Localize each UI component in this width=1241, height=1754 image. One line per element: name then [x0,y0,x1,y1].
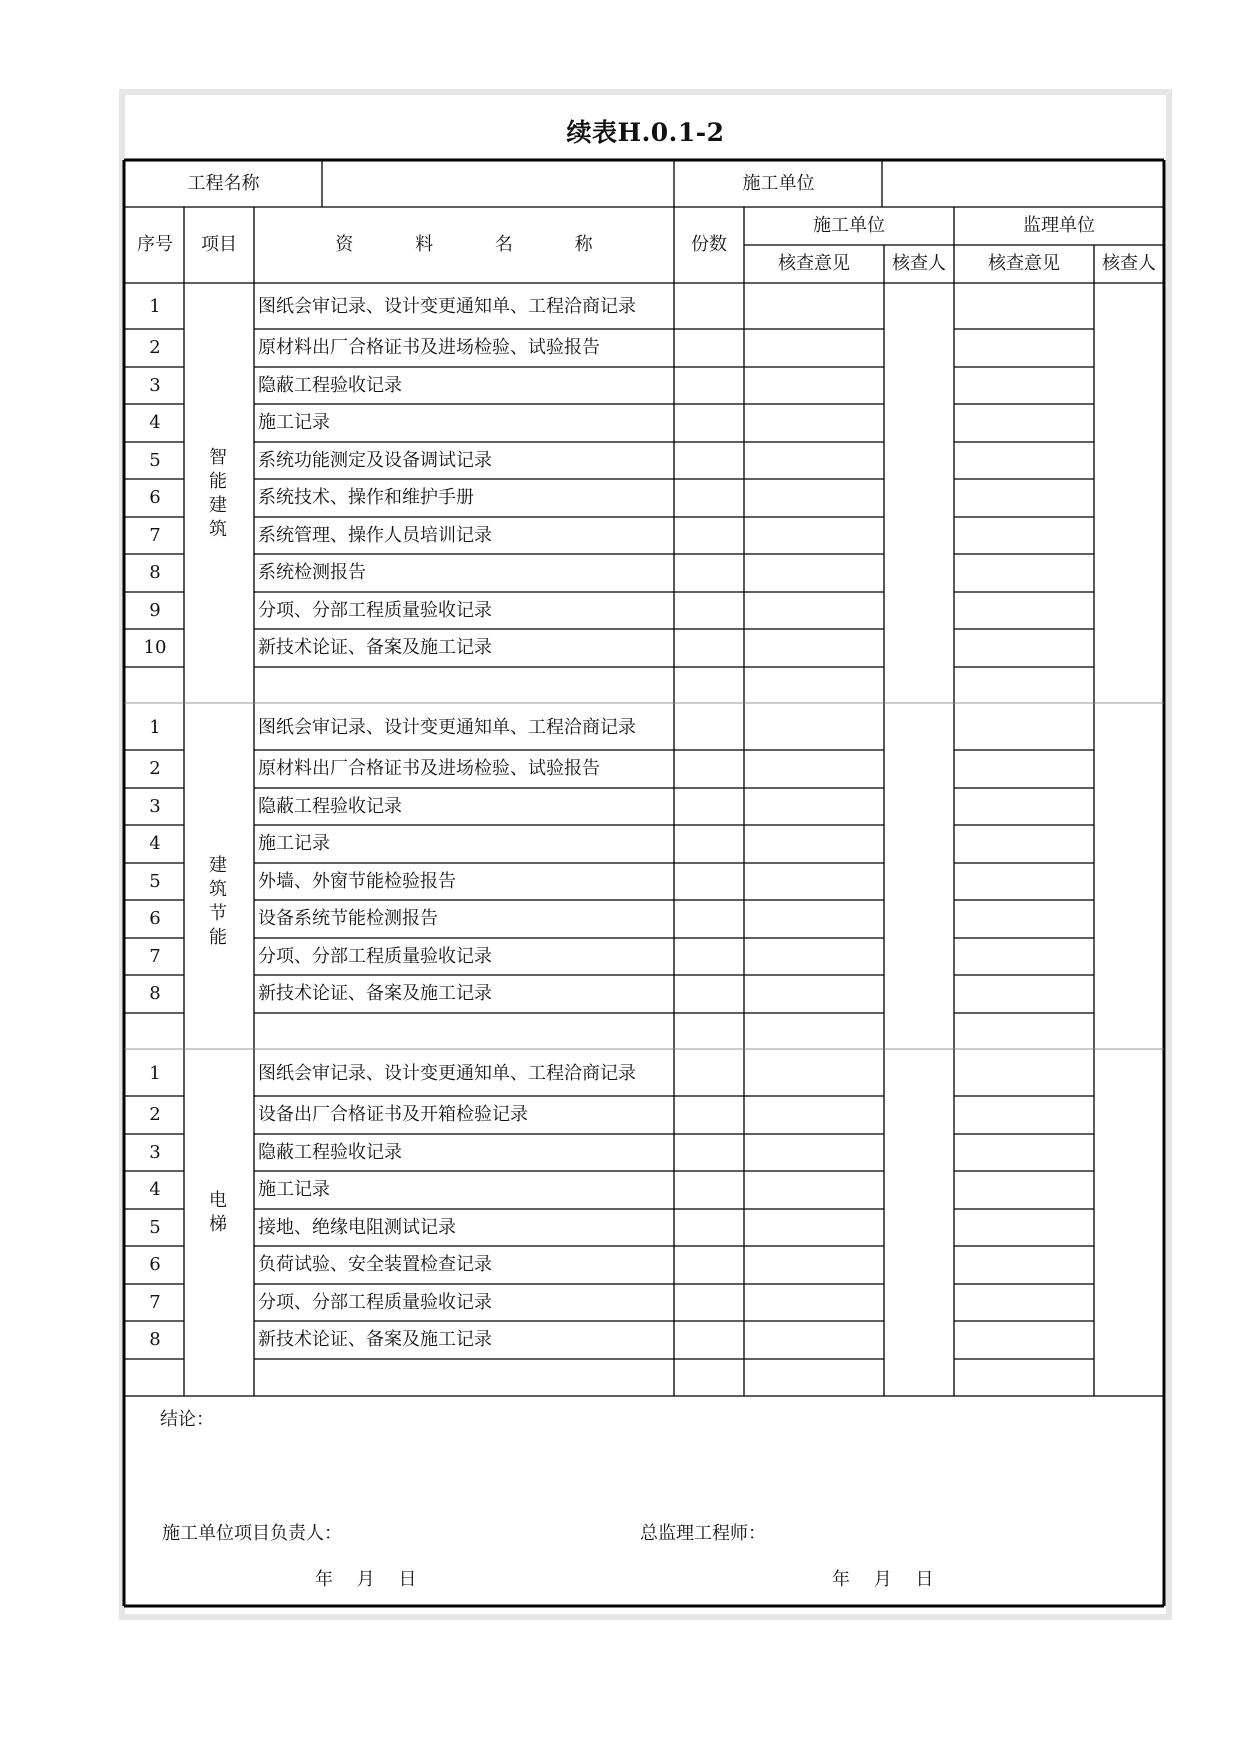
table-row-name: 新技术论证、备案及施工记录 [258,1329,492,1350]
table-row-seq: 8 [149,562,161,583]
col-supervision-unit-header: 监理单位 [1023,215,1095,236]
table-row-name: 外墙、外窗节能检验报告 [258,871,456,892]
table-row-name: 设备出厂合格证书及开箱检验记录 [258,1104,528,1125]
table-row-name: 图纸会审记录、设计变更通知单、工程洽商记录 [258,296,636,317]
col-item-header: 项目 [201,234,237,255]
table-row-name: 分项、分部工程质量验收记录 [258,600,492,621]
col-material-name-header: 资 料 名 称 [335,234,621,255]
table-row-name: 分项、分部工程质量验收记录 [258,1292,492,1313]
table-row-seq: 8 [149,983,161,1004]
table-row-seq: 7 [149,946,161,967]
table-row-name: 分项、分部工程质量验收记录 [258,946,492,967]
table-row-seq: 6 [149,908,161,929]
table-row-name: 施工记录 [258,412,330,433]
col-review-opinion-1-header: 核查意见 [778,253,850,274]
col-seq-header: 序号 [137,234,173,255]
table-row-seq: 2 [149,337,161,358]
table-row-seq: 1 [149,717,161,738]
table-row-name: 施工记录 [258,1179,330,1200]
table-row-seq: 6 [149,1254,161,1275]
table-row-name: 负荷试验、安全装置检查记录 [258,1254,492,1275]
table-row-name: 隐蔽工程验收记录 [258,1142,402,1163]
date-right: 年 月 日 [832,1569,934,1590]
table-row-seq: 1 [149,296,161,317]
table-row-name: 设备系统节能检测报告 [258,908,438,929]
table-row-name: 新技术论证、备案及施工记录 [258,637,492,658]
table-row-name: 系统检测报告 [258,562,366,583]
table-row-seq: 6 [149,487,161,508]
table-row-name: 原材料出厂合格证书及进场检验、试验报告 [258,758,600,779]
table-row-name: 新技术论证、备案及施工记录 [258,983,492,1004]
table-row-seq: 7 [149,525,161,546]
table-row-name: 系统技术、操作和维护手册 [258,487,474,508]
construction-leader-label: 施工单位项目负责人： [162,1523,342,1544]
table-row-seq: 4 [149,412,161,433]
construction-unit-label: 施工单位 [742,173,815,194]
table-row-seq: 5 [149,450,161,471]
col-reviewer-1-header: 核查人 [892,253,946,274]
table-row-seq: 9 [149,600,161,621]
table-row-seq: 2 [149,1104,161,1125]
group-label-elevator: 电梯 [209,1190,227,1235]
table-row-seq: 3 [149,375,161,396]
table-row-seq: 5 [149,871,161,892]
table-row-seq: 3 [149,1142,161,1163]
table-row-name: 系统功能测定及设备调试记录 [258,450,492,471]
table-row-name: 施工记录 [258,833,330,854]
col-copies-header: 份数 [691,234,727,255]
table-row-name: 隐蔽工程验收记录 [258,375,402,396]
table-row-seq: 2 [149,758,161,779]
table-row-name: 图纸会审记录、设计变更通知单、工程洽商记录 [258,1063,636,1084]
table-row-seq: 4 [149,833,161,854]
col-reviewer-2-header: 核查人 [1102,253,1156,274]
table-row-name: 隐蔽工程验收记录 [258,796,402,817]
col-construction-unit-header: 施工单位 [813,215,885,236]
group-label-building-energy: 建筑节能 [209,855,227,948]
table-row-name: 原材料出厂合格证书及进场检验、试验报告 [258,337,600,358]
table-row-name: 系统管理、操作人员培训记录 [258,525,492,546]
table-row-name: 图纸会审记录、设计变更通知单、工程洽商记录 [258,717,636,738]
col-review-opinion-2-header: 核查意见 [988,253,1060,274]
project-name-label: 工程名称 [187,173,260,194]
chief-engineer-label: 总监理工程师： [640,1523,766,1544]
conclusion-label: 结论： [160,1409,214,1430]
table-row-seq: 4 [149,1179,161,1200]
table-row-name: 接地、绝缘电阻测试记录 [258,1217,456,1238]
table-row-seq: 7 [149,1292,161,1313]
table-row-seq: 8 [149,1329,161,1350]
date-left: 年 月 日 [315,1569,417,1590]
table-row-seq: 10 [143,637,167,658]
group-label-intelligent-building: 智能建筑 [209,447,227,540]
form-title: 续表H.0.1-2 [566,118,725,147]
table-row-seq: 5 [149,1217,161,1238]
table-row-seq: 1 [149,1063,161,1084]
table-row-seq: 3 [149,796,161,817]
